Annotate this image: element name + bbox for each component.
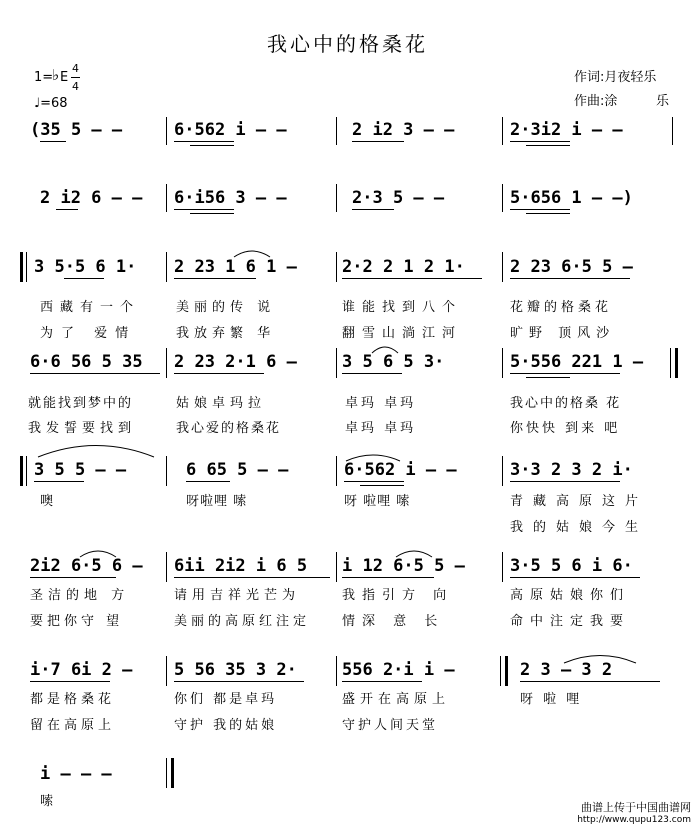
measure: 3 5·5 6 1· — [34, 257, 137, 277]
beam — [64, 278, 104, 279]
barline — [500, 656, 501, 686]
barline — [502, 252, 503, 282]
barline — [336, 348, 337, 378]
lyric: 你快快 到来 吧 — [510, 421, 621, 436]
lyric: 我发誓要找到 — [28, 421, 137, 436]
beam — [526, 377, 570, 378]
lyric: 美丽的传 说 — [176, 300, 276, 315]
barline — [336, 456, 337, 486]
lyric: 守护 我的姑娘 — [174, 718, 278, 733]
barline — [502, 456, 503, 486]
beam — [40, 141, 66, 142]
slur — [370, 344, 400, 354]
beam — [30, 681, 110, 682]
barline — [336, 252, 337, 282]
repeat-end-bar — [675, 348, 678, 378]
measure: 5·556 221 1 — — [510, 352, 644, 372]
beam — [510, 577, 640, 578]
slur — [394, 548, 434, 558]
measure: 5 56 35 3 2· — [174, 660, 297, 680]
beam — [30, 373, 160, 374]
barline — [166, 758, 167, 788]
beam — [56, 209, 78, 210]
beam — [352, 209, 394, 210]
beam — [174, 141, 234, 142]
beam — [190, 145, 234, 146]
lyric: 呀啦哩 嗦 — [186, 494, 248, 509]
barline — [502, 552, 503, 582]
lyric: 就能找到梦中的 — [28, 396, 134, 411]
key-prefix: 1= — [34, 70, 54, 85]
beam — [510, 141, 570, 142]
measure: 3 5 5 — — — [34, 460, 127, 480]
lyric: 高原姑娘你们 — [510, 588, 631, 603]
beam — [344, 481, 404, 482]
watermark-line1: 曲谱上传于中国曲谱网 — [581, 801, 691, 814]
beam — [174, 577, 330, 578]
lyric: 旷野 顶风沙 — [510, 326, 616, 341]
measure: 2i2 6·5 6 — — [30, 556, 143, 576]
barline — [166, 252, 167, 282]
time-bottom: 4 — [72, 80, 79, 93]
measure: 2 23 6·5 5 — — [510, 257, 633, 277]
beam — [342, 577, 434, 578]
beam — [174, 209, 234, 210]
beam — [526, 213, 570, 214]
beam — [190, 213, 234, 214]
beam — [510, 278, 630, 279]
watermark — [577, 799, 691, 825]
flat-sign: ♭ — [52, 66, 60, 84]
measure: 6·562 i — — — [344, 460, 457, 480]
measure: 2 23 1 6 1 — — [174, 257, 297, 277]
measure: 3·5 5 6 i 6· — [510, 556, 633, 576]
lyric: 青藏高原这片 — [510, 494, 649, 509]
section-bar — [505, 656, 508, 686]
lyric: 西藏有一个 — [40, 300, 141, 315]
lyric: 我心中的格桑 花 — [510, 396, 622, 411]
slur — [78, 548, 118, 558]
barline — [166, 184, 167, 212]
lyricist-credit: 作词:月夜轻乐 — [574, 70, 657, 85]
beam — [352, 141, 404, 142]
barline — [166, 456, 167, 486]
measure: 3·3 2 3 2 i· — [510, 460, 633, 480]
beam — [174, 278, 256, 279]
lyric: 你们 都是卓玛 — [174, 692, 278, 707]
lyric: 噢 — [40, 494, 54, 509]
lyric: 要把你守 望 — [30, 614, 124, 629]
lyric: 花瓣的格桑花 — [510, 300, 613, 315]
lyric: 我指引方 向 — [342, 588, 454, 603]
barline — [26, 456, 27, 486]
lyric: 请用吉祥光芒为 — [174, 588, 301, 603]
beam — [520, 681, 660, 682]
lyric: 盛开在高原上 — [342, 692, 451, 707]
lyric: 卓玛 卓玛 — [345, 421, 417, 436]
lyric: 嗦 — [40, 794, 54, 809]
slur — [562, 652, 638, 664]
barline — [166, 656, 167, 686]
tempo-mark: ♩=68 — [34, 96, 68, 111]
lyric: 呀 啦 哩 — [520, 692, 583, 707]
final-bar — [171, 758, 174, 788]
beam — [34, 481, 84, 482]
barline — [336, 656, 337, 686]
lyric: 我心爱的格桑花 — [176, 421, 282, 436]
slur — [344, 452, 402, 462]
composer-credit-tail: 乐 — [656, 94, 670, 109]
beam — [510, 373, 620, 374]
measure: 3 5 6 5 3· — [342, 352, 445, 372]
measure: 2 i2 3 — — — [352, 120, 455, 140]
measure: 6·i56 3 — — — [174, 188, 287, 208]
lyric: 守护人间天堂 — [342, 718, 439, 733]
barline — [166, 552, 167, 582]
beam — [510, 481, 620, 482]
lyric: 谁能找到八个 — [342, 300, 463, 315]
beam — [186, 481, 230, 482]
barline — [166, 348, 167, 378]
beam — [510, 209, 570, 210]
lyric: 命中注定我要 — [510, 614, 631, 629]
measure: 6·6 56 5 35 — [30, 352, 143, 372]
measure: i — — — — [40, 764, 112, 784]
lyric: 翻雪山淌江河 — [342, 326, 463, 341]
barline — [502, 117, 503, 145]
measure: 556 2·i i — — [342, 660, 455, 680]
lyric: 我的姑娘今生 — [510, 520, 649, 535]
beam — [342, 278, 482, 279]
measure: i·7 6i 2 — — [30, 660, 133, 680]
beam — [342, 373, 402, 374]
barline — [336, 184, 337, 212]
measure: 2·3i2 i — — — [510, 120, 623, 140]
repeat-start-bar — [20, 252, 23, 282]
measure: 2 23 2·1 6 — — [174, 352, 297, 372]
lyric: 情深 意 长 — [342, 614, 445, 629]
barline — [672, 117, 673, 145]
barline — [670, 348, 671, 378]
measure: 5·656 1 — —) — [510, 188, 633, 208]
time-top: 4 — [72, 62, 79, 75]
lyric: 美丽的高原红注定 — [174, 614, 311, 629]
beam — [174, 373, 264, 374]
measure: 6 65 5 — — — [186, 460, 289, 480]
beam — [174, 681, 304, 682]
lyric: 呀 啦哩 嗦 — [344, 494, 411, 509]
barline — [166, 117, 167, 145]
barline — [502, 184, 503, 212]
barline — [502, 348, 503, 378]
beam — [30, 577, 116, 578]
lyric: 姑娘卓玛拉 — [176, 396, 267, 411]
measure: (35 5 — — — [30, 120, 123, 140]
measure: 6·562 i — — — [174, 120, 287, 140]
composer-credit: 作曲:涂 — [574, 94, 618, 109]
lyric: 我放弃繁 华 — [176, 326, 276, 341]
barline — [26, 252, 27, 282]
beam — [360, 485, 404, 486]
measure: 2 3 — 3 2 — [520, 660, 613, 680]
measure: 2·2 2 1 2 1· — [342, 257, 465, 277]
measure: 2·3 5 — — — [352, 188, 445, 208]
key-tonic: E — [60, 70, 69, 85]
slur — [232, 248, 272, 258]
lyric: 为了 爱情 — [40, 326, 137, 341]
score-title: 我心中的格桑花 — [267, 32, 428, 56]
lyric: 都是格桑花 — [30, 692, 116, 707]
lyric: 圣洁的地 方 — [30, 588, 130, 603]
beam — [526, 145, 570, 146]
measure: i 12 6·5 5 — — [342, 556, 465, 576]
time-divider — [71, 77, 80, 78]
beam — [342, 681, 422, 682]
watermark-line2: http://www.qupu123.com — [577, 815, 691, 825]
barline — [336, 552, 337, 582]
barline — [336, 117, 337, 145]
measure: 6ii 2i2 i 6 5 — [174, 556, 308, 576]
lyric: 留在高原上 — [30, 718, 116, 733]
slur — [36, 440, 156, 458]
repeat-start-bar — [20, 456, 23, 486]
lyric: 卓玛 卓玛 — [345, 396, 417, 411]
measure: 2 i2 6 — — — [40, 188, 143, 208]
